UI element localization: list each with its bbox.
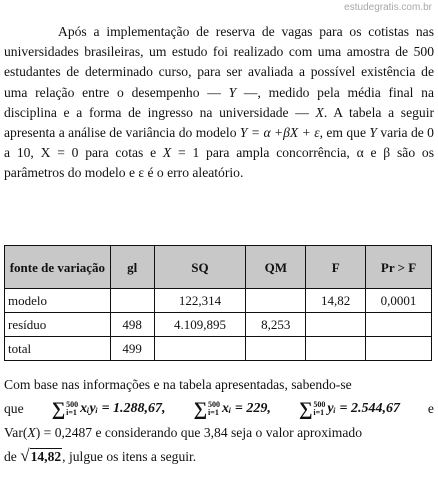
closing-paragraph (4, 373, 434, 469)
cell (154, 337, 246, 361)
cell: 122,314 (154, 289, 246, 313)
cell: total (5, 337, 111, 361)
table-row (5, 313, 432, 337)
sum-xy: ∑ 500 i=1 xᵢyᵢ = 1.288,67, (51, 398, 166, 420)
sum-y: ∑ 500 i=1 yᵢ = 2.544,67 (298, 398, 400, 420)
header-gl: gl (110, 246, 154, 289)
cell (306, 313, 366, 337)
cell: 4.109,895 (154, 313, 246, 337)
cell: 498 (110, 313, 154, 337)
closing-line-4: de √ 14,82 , julgue os itens a seguir. (4, 446, 197, 465)
closing-line-1: Com base nas informações e na tabela apresentadas, sabendo-se (4, 377, 352, 392)
table-header-row (5, 246, 432, 289)
radical-icon: √ (20, 446, 30, 465)
word-e: e (427, 401, 434, 416)
sqrt-expression: √ 14,82 (20, 446, 62, 465)
cell (246, 289, 306, 313)
header-f: F (306, 246, 366, 289)
header-fonte: fonte de variação (5, 246, 111, 289)
closing-line-2 (4, 397, 434, 421)
header-sq: SQ (154, 246, 246, 289)
cell: resíduo (5, 313, 111, 337)
header-qm: QM (246, 246, 306, 289)
table-row (5, 289, 432, 313)
intro-paragraph: Após a implementação de reserva de vagas para os cotistas nas universidades brasileiras, um estudo foi realizado com uma amostra de 500 estudantes de determinado curso, para ser avaliada a possível existência de uma relação entre o desempenho — Y —, medido pela média final na disciplina e a forma de ingresso na universidade — X. A tabela a seguir apresenta a análise de variância do modelo Y = α +βX + ε, em que Y varia de 0 a 10, X = 0 para cotas e X = 1 para ampla concorrência, α e β são os parâmetros do modelo e ε é o erro aleatório. (4, 24, 435, 181)
cell: 0,0001 (366, 289, 432, 313)
closing-line-3: Var(X) = 0,2487 e considerando que 3,84 seja o valor aproximado (4, 425, 362, 440)
word-que: que (4, 401, 24, 416)
cell: 499 (110, 337, 154, 361)
cell (306, 337, 366, 361)
site-watermark: estudegratis.com.br (344, 2, 432, 13)
anova-table (4, 245, 432, 361)
cell: 14,82 (306, 289, 366, 313)
sigma-icon: ∑ (298, 398, 313, 420)
cell (366, 337, 432, 361)
cell (246, 337, 306, 361)
sigma-icon: ∑ (51, 398, 66, 420)
table-row (5, 337, 432, 361)
cell: 8,253 (246, 313, 306, 337)
header-prf: Pr > F (366, 246, 432, 289)
cell: modelo (5, 289, 111, 313)
sum-x: ∑ 500 i=1 xᵢ = 229, (193, 398, 271, 420)
sigma-icon: ∑ (193, 398, 208, 420)
cell (110, 289, 154, 313)
cell (366, 313, 432, 337)
